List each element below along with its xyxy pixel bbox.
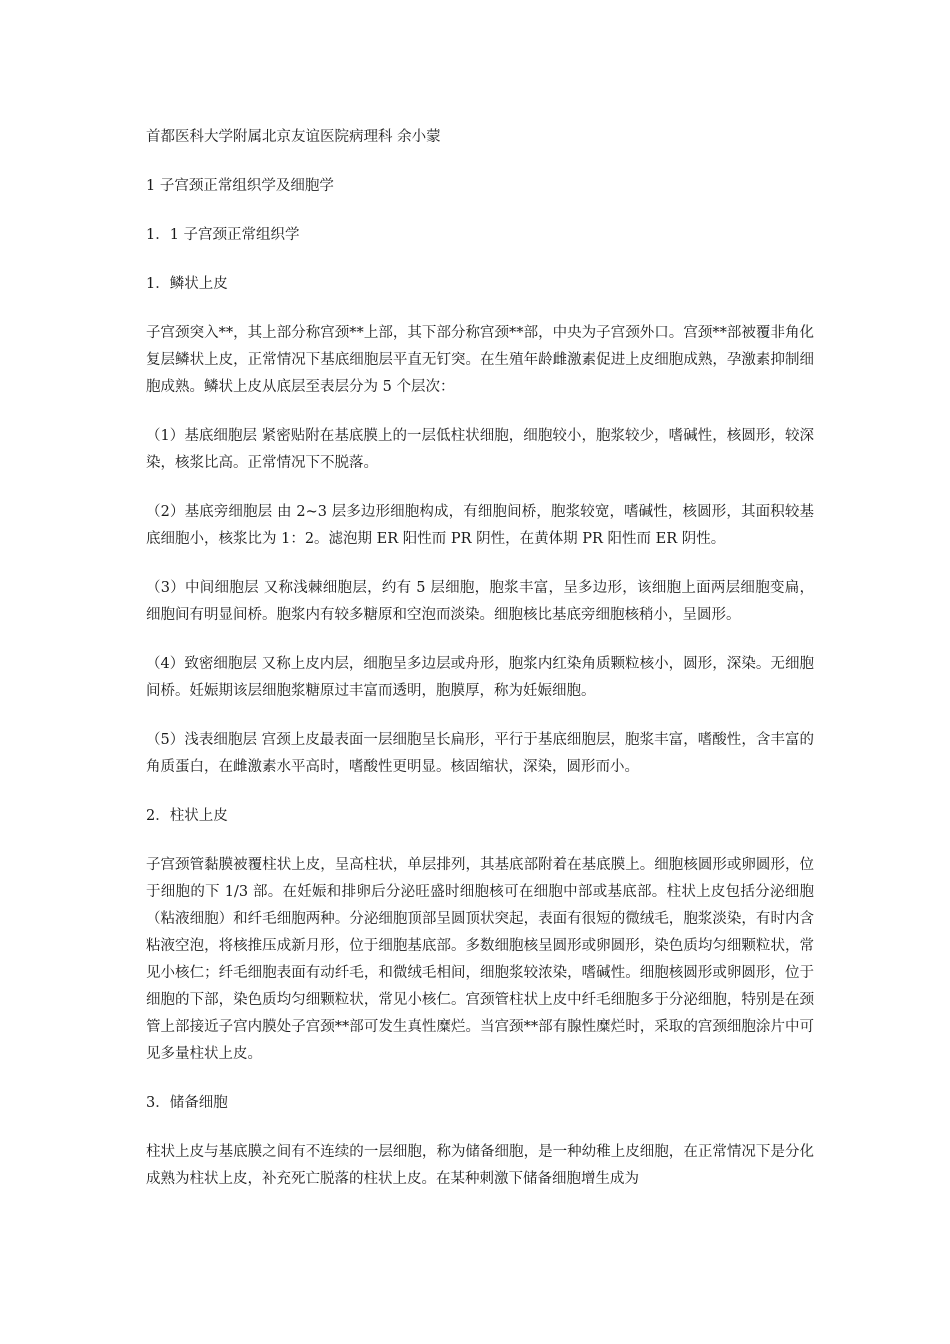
squamous-epithelium-heading: 1．鳞状上皮 (146, 276, 228, 292)
columnar-epithelium-heading: 2．柱状上皮 (146, 808, 228, 824)
subsection-title: 1．1 子宫颈正常组织学 (146, 227, 300, 243)
squamous-intro-paragraph: 子宫颈突入**，其上部分称宫颈**上部，其下部分称宫颈**部，中央为子宫颈外口。宫颈**部被覆非角化复层鳞状上皮，正常情况下基底细胞层平直无钉突。在生殖年龄雌激素促进上皮细胞成熟，孕激素抑制细胞成熟。鳞状上皮从底层至表层分为 5 个层次： (146, 325, 814, 395)
superficial-layer-paragraph: （5）浅表细胞层 宫颈上皮最表面一层细胞呈长扁形，平行于基底细胞层，胞浆丰富，嗜酸性，含丰富的角质蛋白，在雌激素水平高时，嗜酸性更明显。核固缩状，深染，圆形而小。 (146, 732, 814, 775)
section-title: 1 子宫颈正常组织学及细胞学 (146, 178, 334, 194)
reserve-cell-heading: 3．储备细胞 (146, 1095, 228, 1111)
document-page (146, 124, 814, 1215)
columnar-paragraph: 子宫颈管黏膜被覆柱状上皮，呈高柱状，单层排列，其基底部附着在基底膜上。细胞核圆形或卵圆形，位于细胞的下 1/3 部。在妊娠和排卵后分泌旺盛时细胞核可在细胞中部或基底部。柱状上皮包括分泌细胞（粘液细胞）和纤毛细胞两种。分泌细胞顶部呈圆顶状突起，表面有很短的微绒毛，胞浆淡染，有时内含粘液空泡，将核推压成新月形，位于细胞基底部。多数细胞核呈圆形或卵圆形，染色质均匀细颗粒状，常见小核仁；纤毛细胞表面有动纤毛，和微绒毛相间，细胞浆较浓染，嗜碱性。细胞核圆形或卵圆形，位于细胞的下部，染色质均匀细颗粒状，常见小核仁。宫颈管柱状上皮中纤毛细胞多于分泌细胞，特别是在颈管上部接近子宫内膜处子宫颈**部可发生真性糜烂。当宫颈**部有腺性糜烂时，采取的宫颈细胞涂片中可见多量柱状上皮。 (146, 857, 814, 1062)
parabasal-layer-paragraph: （2）基底旁细胞层 由 2~3 层多边形细胞构成，有细胞间桥，胞浆较宽，嗜碱性，核圆形，其面积较基底细胞小，核浆比为 1：2。滤泡期 ER 阳性而 PR 阴性，在黄体期 PR 阳性而 ER 阴性。 (146, 504, 814, 547)
dense-layer-paragraph: （4）致密细胞层 又称上皮内层，细胞呈多边层或舟形，胞浆内红染角质颗粒核小，圆形，深染。无细胞间桥。妊娠期该层细胞浆糖原过丰富而透明，胞膜厚，称为妊娠细胞。 (146, 656, 814, 699)
basal-layer-paragraph: （1）基底细胞层 紧密贴附在基底膜上的一层低柱状细胞，细胞较小，胞浆较少，嗜碱性，核圆形，较深染，核浆比高。正常情况下不脱落。 (146, 428, 814, 471)
reserve-cell-paragraph: 柱状上皮与基底膜之间有不连续的一层细胞，称为储备细胞，是一种幼稚上皮细胞，在正常情况下是分化成熟为柱状上皮，补充死亡脱落的柱状上皮。在某种刺激下储备细胞增生成为 (146, 1144, 814, 1187)
intermediate-layer-paragraph: （3）中间细胞层 又称浅棘细胞层，约有 5 层细胞，胞浆丰富，呈多边形，该细胞上面两层细胞变扁，细胞间有明显间桥。胞浆内有较多糖原和空泡而淡染。细胞核比基底旁细胞核稍小，呈圆形。 (146, 580, 814, 623)
author-line: 首都医科大学附属北京友谊医院病理科 余小蒙 (146, 129, 441, 145)
